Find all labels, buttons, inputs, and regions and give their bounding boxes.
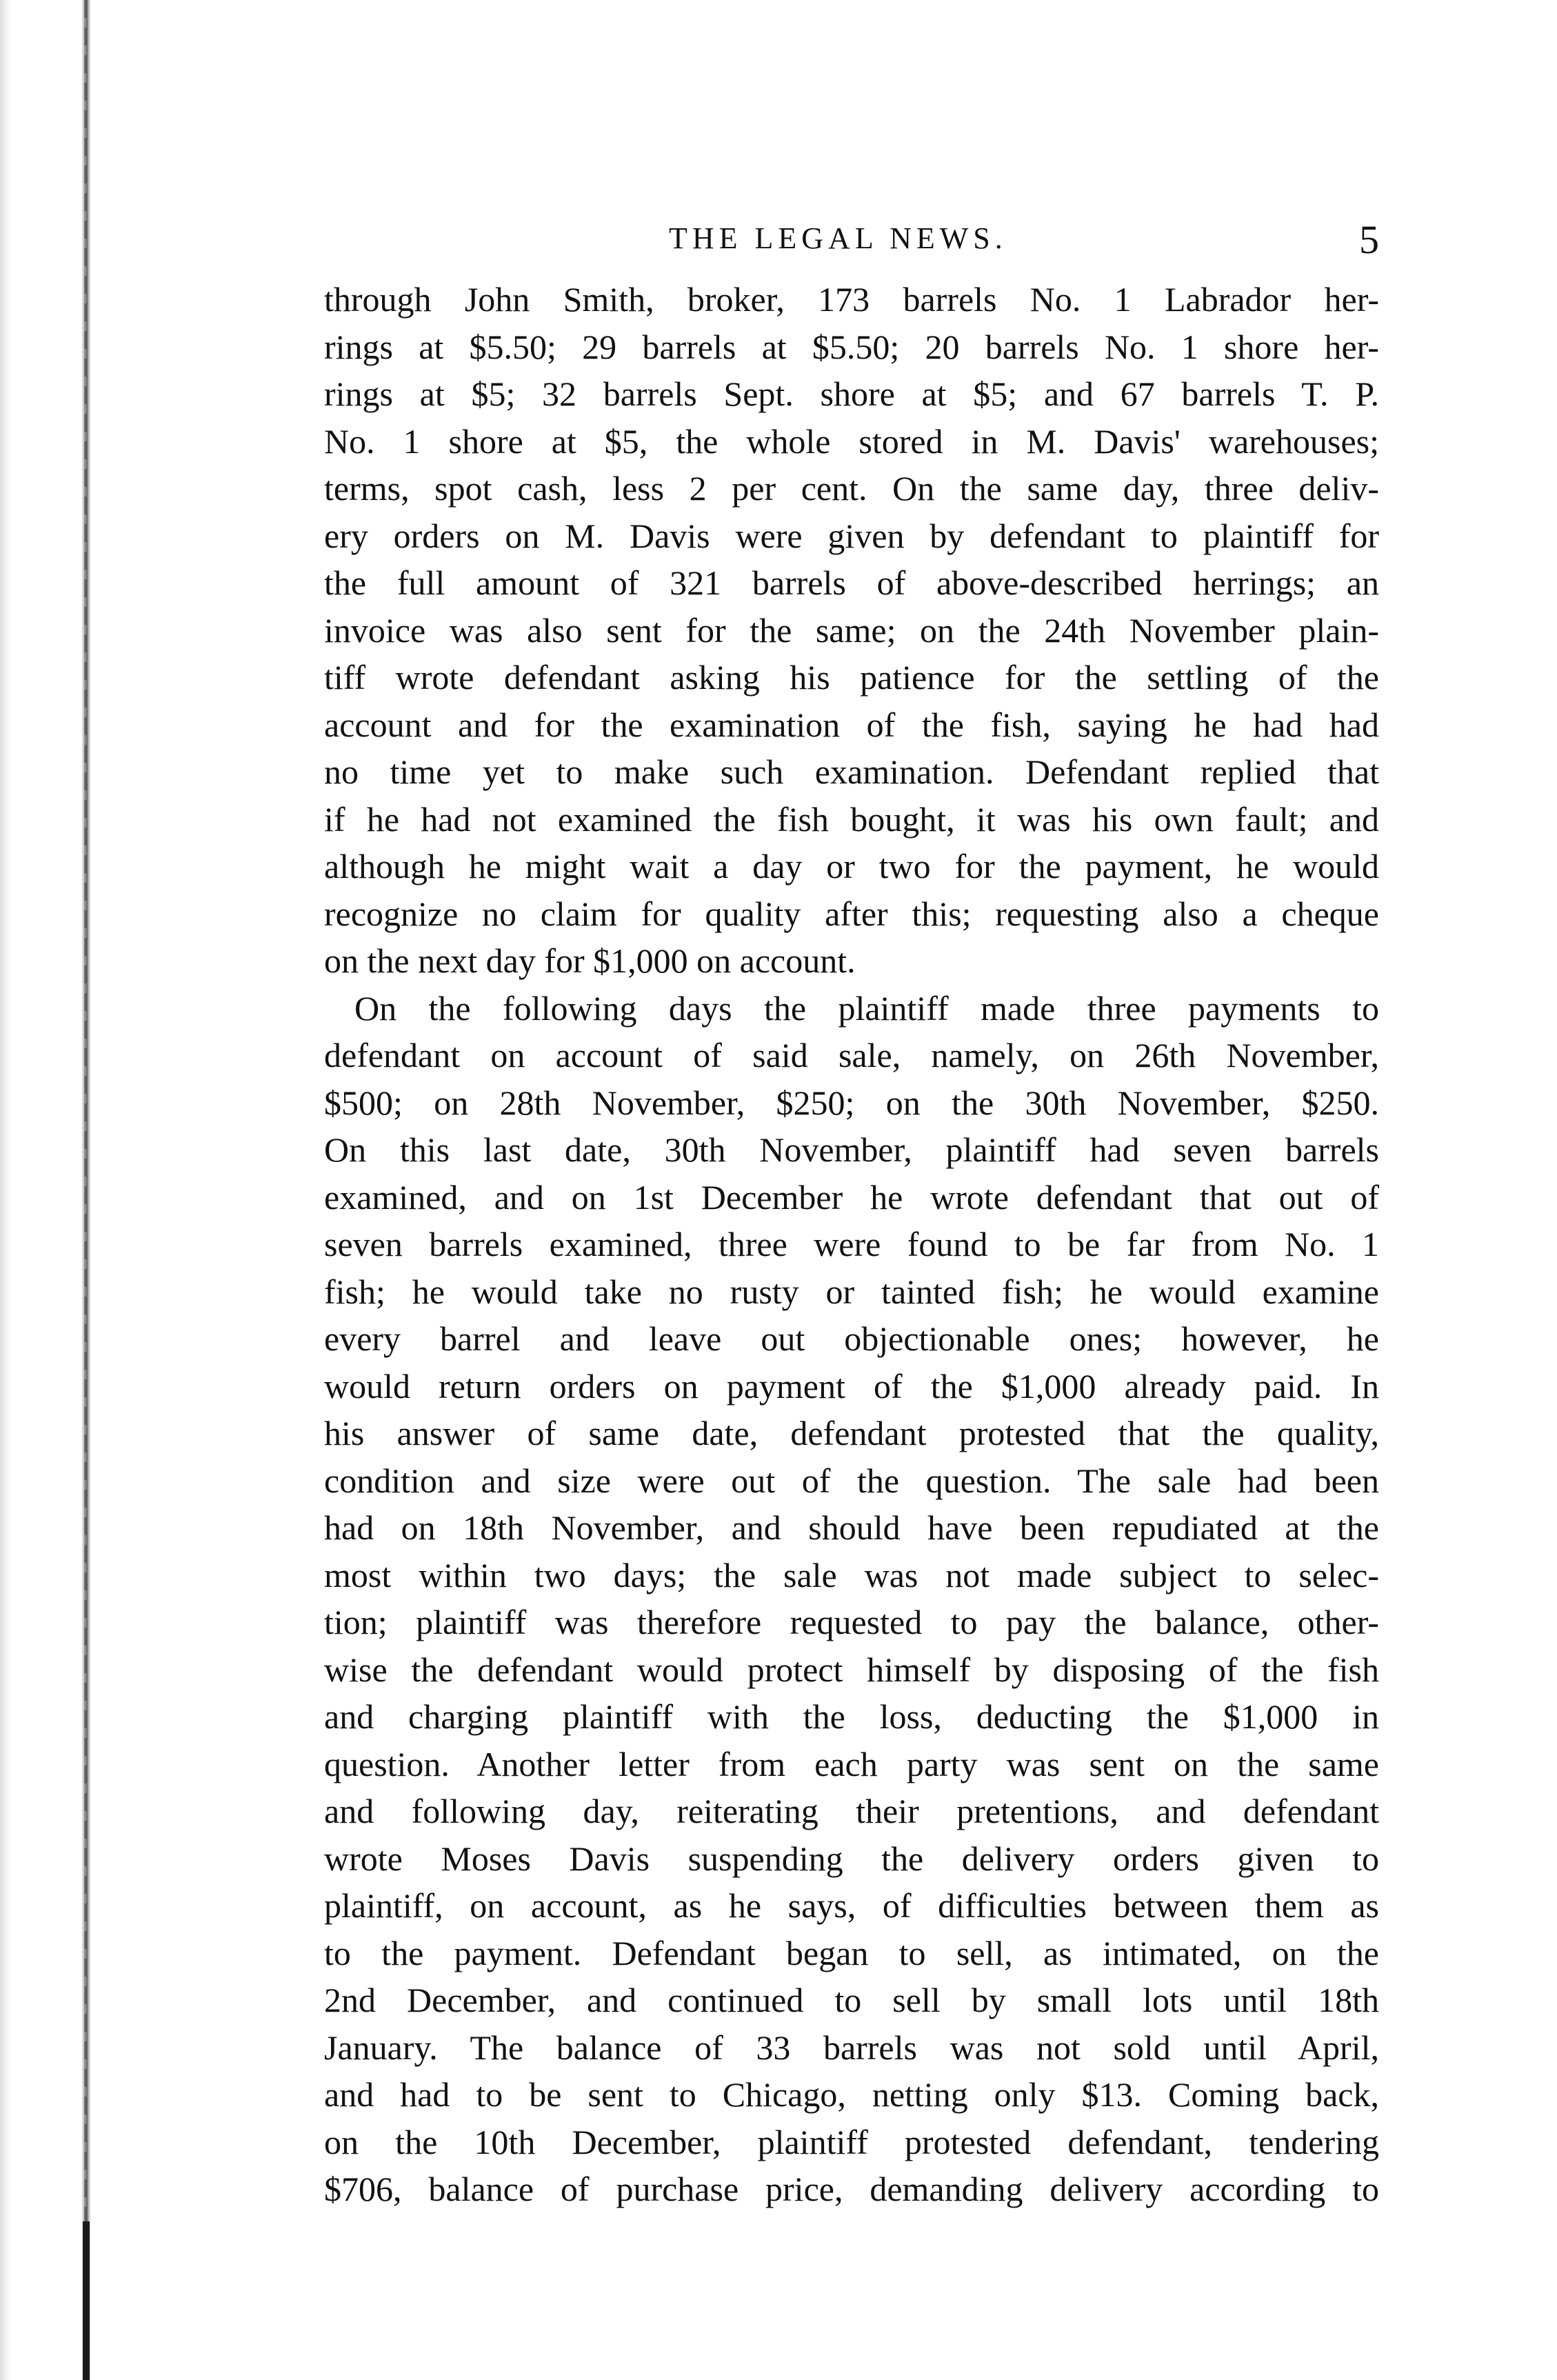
text-line: rings at $5.50; 29 barrels at $5.50; 20 barrels No. 1 shore her-	[324, 327, 1379, 366]
text-line: 2nd December, and continued to sell by small lots until 18th	[324, 1981, 1379, 2019]
page-left-edge	[0, 0, 12, 2380]
text-line: the full amount of 321 barrels of above-described herrings; an	[324, 563, 1379, 602]
text-line: to the payment. Defendant began to sell, as intimated, on the	[324, 1933, 1379, 1972]
text-line: tion; plaintiff was therefore requested to pay the balance, other-	[324, 1603, 1379, 1641]
text-line: question. Another letter from each party was sent on the same	[324, 1744, 1379, 1783]
text-line: No. 1 shore at $5, the whole stored in M. Davis' warehouses;	[324, 421, 1379, 461]
text-line: defendant on account of said sale, namely, on 26th November,	[324, 1036, 1379, 1074]
text-line: invoice was also sent for the same; on the 24th November plain-	[324, 610, 1379, 650]
text-line: would return orders on payment of the $1,000 already paid. In	[324, 1366, 1379, 1406]
text-line: through John Smith, broker, 173 barrels No. 1 Labrador her-	[324, 280, 1379, 319]
paragraph-start-line: On the following days the plaintiff made three payments to	[354, 988, 1379, 1028]
text-line: recognize no claim for quality after this; requesting also a cheque	[324, 894, 1379, 933]
text-line: his answer of same date, defendant protested that the quality,	[324, 1414, 1379, 1452]
text-line: tiff wrote defendant asking his patience for the settling of the	[324, 658, 1379, 697]
text-line: although he might wait a day or two for the payment, he would	[324, 847, 1379, 886]
text-line: seven barrels examined, three were found to be far from No. 1	[324, 1225, 1379, 1263]
page-number: 5	[1359, 217, 1379, 262]
page-header	[324, 217, 1379, 269]
text-line: no time yet to make such examination. Defendant replied that	[324, 752, 1379, 791]
text-line: January. The balance of 33 barrels was not sold until April,	[324, 2028, 1379, 2067]
binding-shadow	[81, 0, 91, 2380]
text-line: wise the defendant would protect himself by disposing of the fish	[324, 1650, 1379, 1689]
text-line: wrote Moses Davis suspending the delivery orders given to	[324, 1839, 1379, 1878]
text-line: on the 10th December, plaintiff protested defendant, tendering	[324, 2122, 1379, 2161]
text-line: every barrel and leave out objectionable ones; however, he	[324, 1319, 1379, 1358]
text-line: account and for the examination of the fish, saying he had had	[324, 705, 1379, 744]
paragraph-end-line: on the next day for $1,000 on account.	[324, 941, 856, 980]
text-line: had on 18th November, and should have been repudiated at the	[324, 1508, 1379, 1547]
text-line: most within two days; the sale was not made subject to selec-	[324, 1555, 1379, 1594]
body-text	[324, 276, 1379, 2213]
text-line: examined, and on 1st December he wrote defendant that out of	[324, 1177, 1379, 1217]
text-line: terms, spot cash, less 2 per cent. On the same day, three deliv-	[324, 469, 1379, 508]
text-line: rings at $5; 32 barrels Sept. shore at $5; and 67 barrels T. P.	[324, 374, 1379, 413]
text-line: ery orders on M. Davis were given by defendant to plaintiff for	[324, 516, 1379, 555]
text-line: if he had not examined the fish bought, it was his own fault; and	[324, 799, 1379, 839]
text-line: condition and size were out of the question. The sale had been	[324, 1461, 1379, 1500]
text-line: and charging plaintiff with the loss, deducting the $1,000 in	[324, 1697, 1379, 1736]
text-line: and following day, reiterating their pretentions, and defendant	[324, 1792, 1379, 1830]
text-line: fish; he would take no rusty or tainted fish; he would examine	[324, 1272, 1379, 1311]
text-line: $706, balance of purchase price, demanding delivery according to	[324, 2170, 1379, 2208]
text-line: On this last date, 30th November, plaintiff had seven barrels	[324, 1130, 1379, 1169]
text-line: $500; on 28th November, $250; on the 30th November, $250.	[324, 1083, 1379, 1122]
text-line: and had to be sent to Chicago, netting only $13. Coming back,	[324, 2075, 1379, 2114]
text-line: plaintiff, on account, as he says, of difficulties between them as	[324, 1886, 1379, 1925]
running-head: THE LEGAL NEWS.	[669, 221, 1007, 255]
